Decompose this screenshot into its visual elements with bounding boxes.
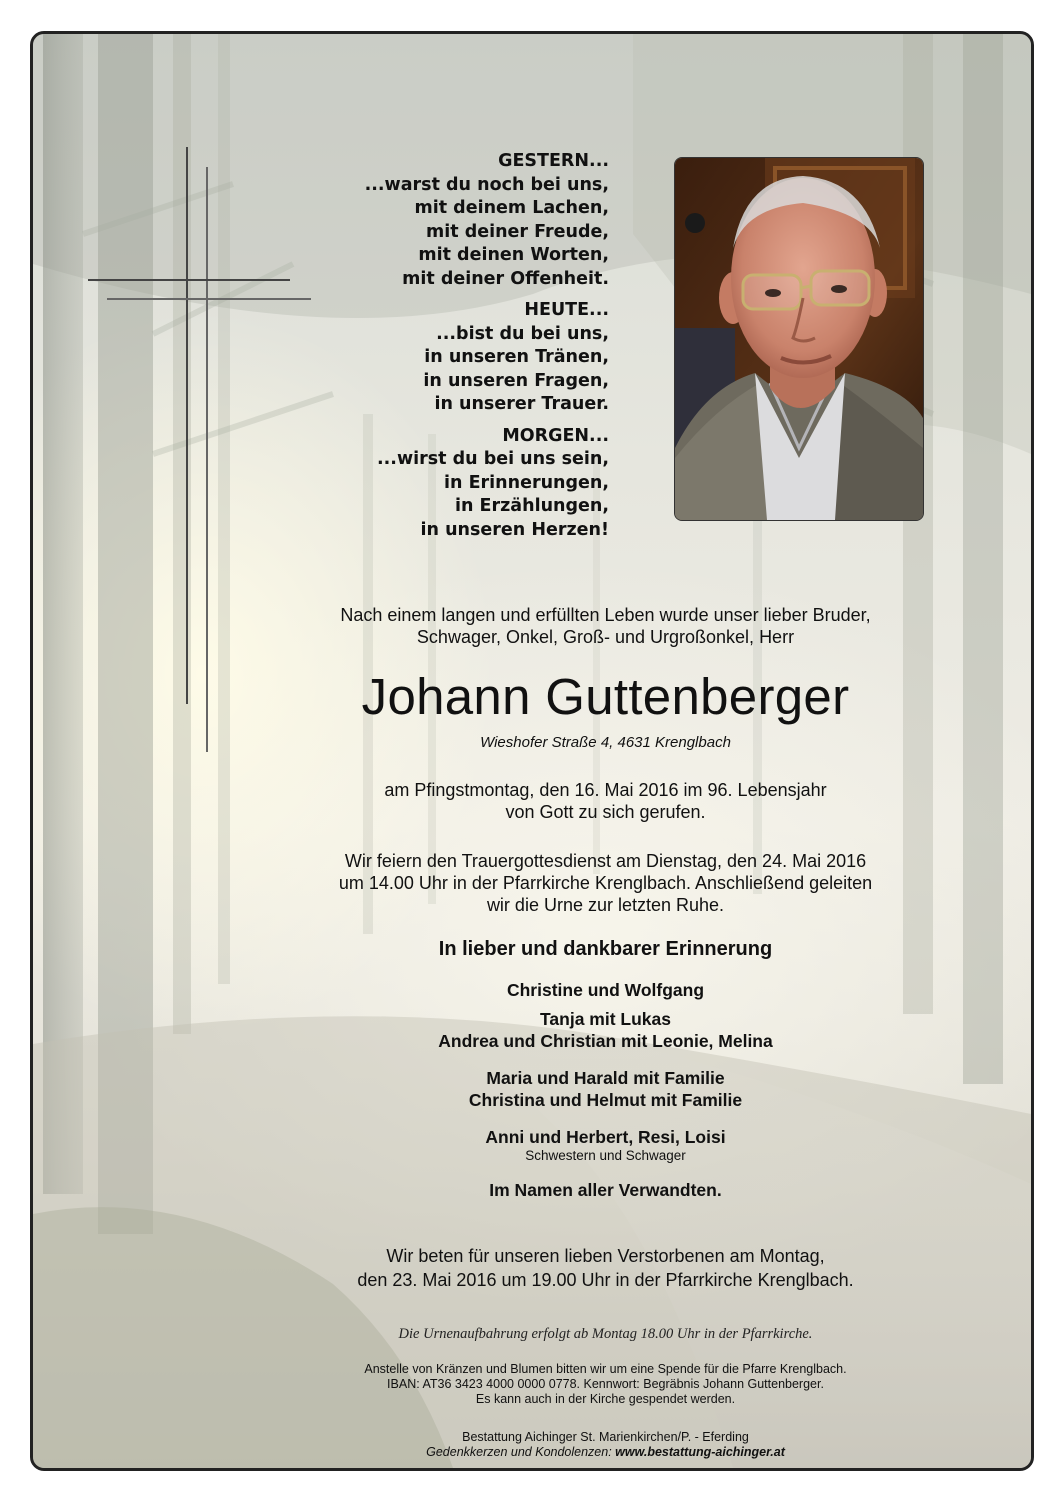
website-link[interactable]: www.bestattung-aichinger.at: [615, 1445, 785, 1459]
poem-stanza: [289, 425, 609, 543]
poem-line: ...wirst du bei uns sein,: [377, 449, 609, 469]
mourner-group: [308, 979, 903, 1052]
donation-line: Anstelle von Kränzen und Blumen bitten wir um eine Spende für die Pfarre Krenglbach.: [364, 1362, 847, 1376]
poem-line: in unseren Herzen!: [420, 519, 609, 540]
obituary-card: [30, 31, 1034, 1471]
mourner-line: Christina und Helmut mit Familie: [468, 1090, 743, 1110]
deceased-name: Johann Guttenberger: [361, 668, 850, 725]
service-line: Wir feiern den Trauergottesdienst am Dienstag, den 24. Mai 2016: [344, 851, 867, 871]
prayer-notice: [308, 1244, 903, 1292]
cross-icon: [85, 144, 315, 756]
intro-line: Nach einem langen und erfüllten Leben wurde unser lieber Bruder,: [340, 605, 871, 625]
funeral-service: [308, 850, 903, 916]
death-notice: [308, 779, 903, 823]
donation-notice: [308, 1362, 903, 1407]
poem-heading: MORGEN...: [502, 425, 609, 446]
poem-line: mit deinen Worten,: [418, 245, 609, 265]
intro-text: [308, 604, 903, 648]
poem-stanza: [289, 299, 609, 417]
poem-line: mit deiner Freude,: [426, 221, 609, 242]
mourner-line: Maria und Harald mit Familie: [486, 1068, 725, 1088]
mourner-line: Im Namen aller Verwandten.: [489, 1180, 722, 1200]
mourner-line: Andrea und Christian mit Leonie, Melina: [438, 1031, 773, 1051]
death-line: von Gott zu sich gerufen.: [505, 802, 706, 822]
poem-line: in unseren Fragen,: [423, 370, 609, 391]
poem-line: in unseren Tränen,: [424, 347, 609, 367]
condolence-line: [308, 1445, 903, 1460]
condolence-label: Gedenkkerzen und Kondolenzen:: [426, 1445, 612, 1459]
donation-line: IBAN: AT36 3423 4000 0000 0778. Kennwort: Begräbnis Johann Guttenberger.: [387, 1377, 824, 1391]
service-line: wir die Urne zur letzten Ruhe.: [486, 895, 725, 915]
poem-line: in unserer Trauer.: [434, 394, 609, 414]
footer: [308, 1430, 903, 1460]
mourner-line: Christine und Wolfgang: [506, 980, 705, 1000]
poem-line: ...bist du bei uns,: [436, 323, 609, 344]
mourners-list: [308, 979, 903, 1216]
mourner-relation: Schwestern und Schwager: [525, 1148, 686, 1163]
funeral-home: Bestattung Aichinger St. Marienkirchen/P. - Eferding: [462, 1430, 749, 1444]
mourner-group: [308, 1067, 903, 1111]
memory-heading: In lieber und dankbarer Erinnerung: [438, 938, 773, 960]
poem: [289, 150, 609, 550]
poem-line: mit deiner Offenheit.: [402, 268, 609, 289]
prayer-line: Wir beten für unseren lieben Verstorbenen am Montag,: [386, 1246, 825, 1266]
death-line: am Pfingstmontag, den 16. Mai 2016 im 96. Lebensjahr: [384, 780, 827, 800]
portrait-photo: [674, 157, 924, 521]
donation-line: Es kann auch in der Kirche gespendet werden.: [475, 1392, 736, 1406]
poem-line: in Erinnerungen,: [444, 472, 609, 493]
poem-line: ...warst du noch bei uns,: [364, 174, 609, 195]
poem-heading: HEUTE...: [524, 300, 609, 320]
mourner-line: Anni und Herbert, Resi, Loisi: [485, 1127, 726, 1147]
poem-stanza: [289, 150, 609, 291]
urn-note: Die Urnenaufbahrung erfolgt ab Montag 18.00 Uhr in der Pfarrkirche.: [398, 1326, 813, 1342]
service-line: um 14.00 Uhr in der Pfarrkirche Krenglbach. Anschließend geleiten: [338, 873, 873, 893]
mourner-group: [308, 1126, 903, 1164]
poem-heading: GESTERN...: [498, 151, 609, 171]
mourner-line: Tanja mit Lukas: [540, 1009, 671, 1029]
deceased-address: Wieshofer Straße 4, 4631 Krenglbach: [480, 734, 731, 751]
poem-line: mit deinem Lachen,: [414, 198, 609, 218]
intro-line: Schwager, Onkel, Groß- und Urgroßonkel, Herr: [416, 627, 795, 647]
poem-line: in Erzählungen,: [454, 496, 609, 516]
prayer-line: den 23. Mai 2016 um 19.00 Uhr in der Pfarrkirche Krenglbach.: [357, 1270, 854, 1290]
mourner-group: [308, 1179, 903, 1201]
